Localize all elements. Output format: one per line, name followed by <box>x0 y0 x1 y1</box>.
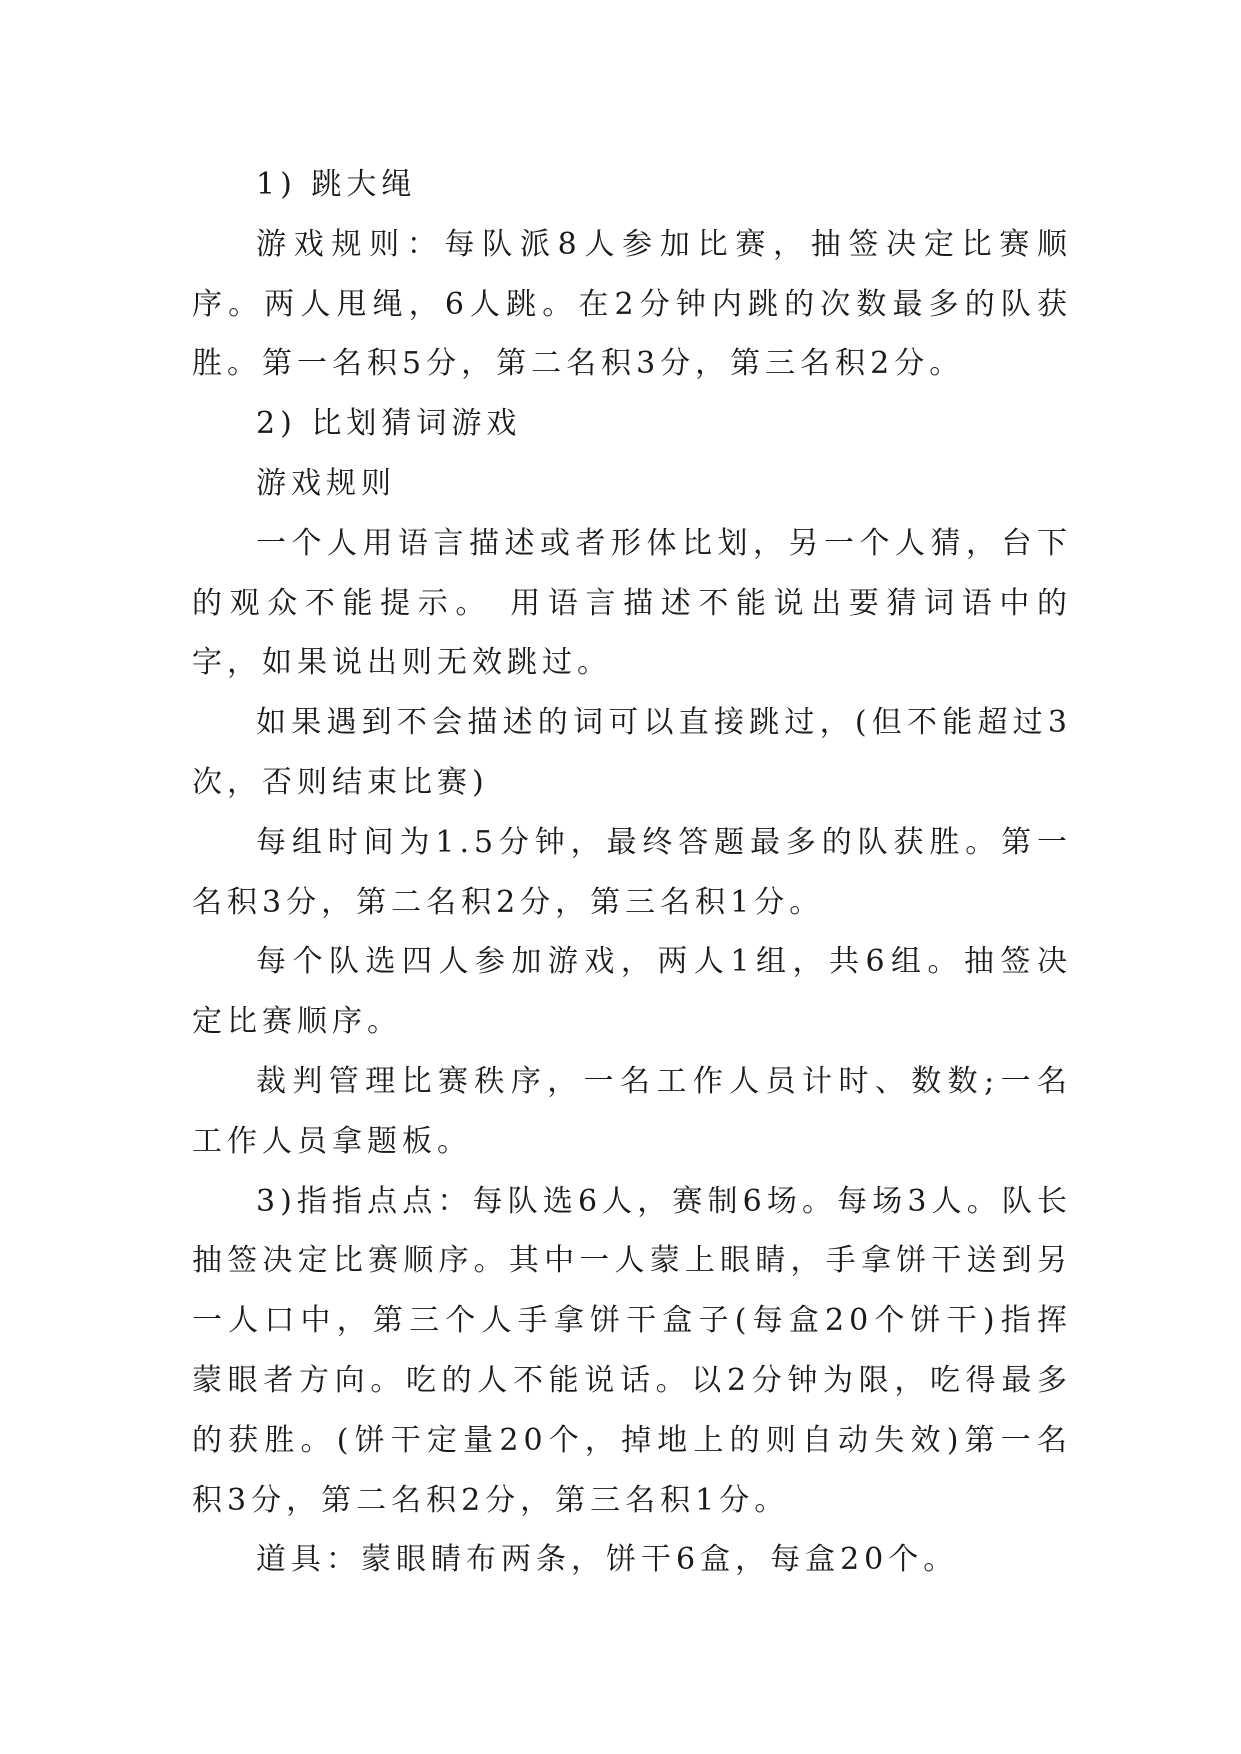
document-body <box>192 155 1072 1590</box>
subheading-charades-rules: 游戏规则 <box>256 465 396 501</box>
paragraph-charades-scoring: 每组时间为1.5分钟，最终答题最多的队获胜。第一名积3分，第二名积2分，第三名积1分。 <box>192 824 1072 920</box>
heading-charades: 2) 比划猜词游戏 <box>256 406 522 442</box>
heading-jump-rope: 1) 跳大绳 <box>256 167 417 202</box>
paragraph-pointing-game: 3)指指点点：每队选6人，赛制6场。每场3人。队长抽签决定比赛顺序。其中一人蒙上眼睛，手拿饼干送到另一人口中，第三个人手拿饼干盒子(每盒20个饼干)指挥蒙眼者方向。吃的人不能说话。以2分钟为限，吃得最多的获胜。(饼干定量20个，掉地上的则自动失效)第一名积3分，第二名积2分，第三名积1分。 <box>192 1183 1072 1518</box>
paragraph-charades-description: 一个人用语言描述或者形体比划，另一个人猜，台下的观众不能提示。 用语言描述不能说出要猜词语中的字，如果说出则无效跳过。 <box>192 525 1072 681</box>
paragraph-jump-rope-rules: 游戏规则：每队派8人参加比赛，抽签决定比赛顺序。两人甩绳，6人跳。在2分钟内跳的次数最多的队获胜。第一名积5分，第二名积3分，第三名积2分。 <box>192 226 1072 382</box>
paragraph-charades-teams: 每个队选四人参加游戏，两人1组，共6组。抽签决定比赛顺序。 <box>192 944 1072 1040</box>
paragraph-charades-referee: 裁判管理比赛秩序，一名工作人员计时、数数;一名工作人员拿题板。 <box>192 1063 1072 1159</box>
paragraph-charades-skip: 如果遇到不会描述的词可以直接跳过，(但不能超过3次，否则结束比赛) <box>192 705 1072 800</box>
paragraph-props: 道具：蒙眼睛布两条，饼干6盒，每盒20个。 <box>256 1542 959 1578</box>
